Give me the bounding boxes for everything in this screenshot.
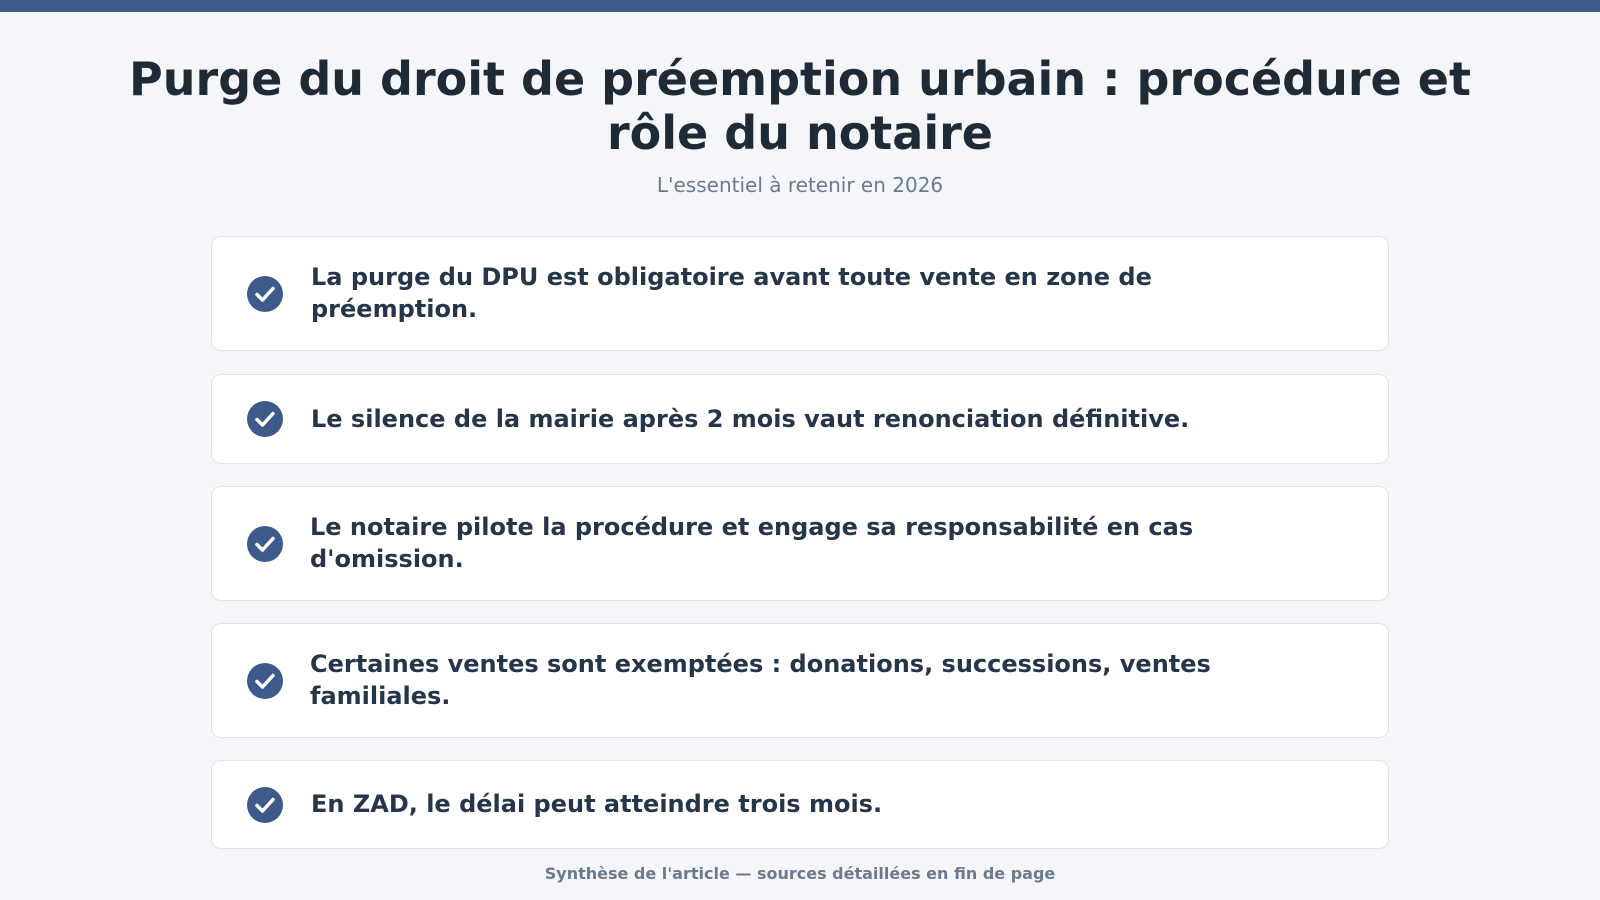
key-point-text: La purge du DPU est obligatoire avant toute vente en zone de préemption. — [311, 263, 1152, 323]
top-accent-bar — [0, 0, 1600, 12]
key-point-text: En ZAD, le délai peut atteindre trois mois. — [311, 790, 883, 818]
key-point-card — [211, 486, 1389, 601]
key-point-card — [211, 236, 1389, 351]
key-point-card — [211, 623, 1389, 738]
check-circle-icon — [247, 401, 283, 437]
footer-note: Synthèse de l'article — sources détaillées en fin de page — [544, 864, 1056, 883]
key-point-text: Certaines ventes sont exemptées : donations, successions, ventes familiales. — [310, 650, 1211, 710]
key-point-card — [211, 760, 1389, 849]
check-circle-icon — [247, 276, 283, 312]
key-point-text: Le silence de la mairie après 2 mois vaut renonciation définitive. — [311, 405, 1190, 433]
key-point-text: Le notaire pilote la procédure et engage sa responsabilité en cas d'omission. — [310, 513, 1194, 573]
key-point-card — [211, 374, 1389, 464]
check-circle-icon — [247, 526, 283, 562]
page-title: Purge du droit de préemption urbain : procédure et rôle du notaire — [129, 52, 1471, 160]
check-circle-icon — [247, 663, 283, 699]
page-subtitle: L'essentiel à retenir en 2026 — [656, 173, 944, 197]
check-circle-icon — [247, 787, 283, 823]
